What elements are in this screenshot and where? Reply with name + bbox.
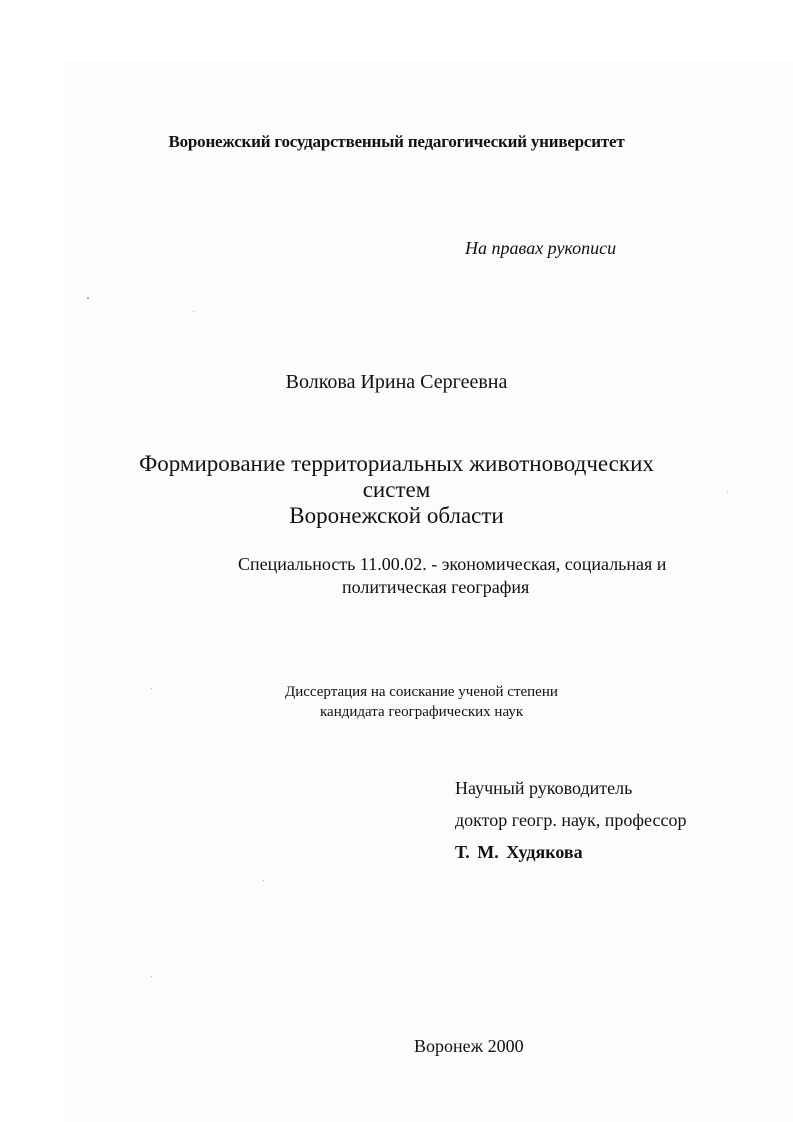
specialty-line-1: Специальность 11.00.02. - экономическая, социальная и: [238, 554, 667, 574]
place-and-year: Воронеж 2000: [414, 1036, 524, 1056]
scan-speck: [87, 297, 89, 299]
scan-speck: [151, 688, 152, 689]
specialty-line-2: политическая география: [342, 577, 530, 597]
manuscript-note: На правах рукописи: [465, 238, 617, 258]
dissertation-title-line-1: Формирование территориальных животноводческих: [139, 451, 654, 476]
degree-statement-line-2: кандидата географических наук: [320, 704, 524, 720]
advisor-role: Научный руководитель: [455, 778, 633, 798]
scan-speck: [263, 880, 264, 881]
university-name: Воронежский государственный педагогический университет: [168, 132, 625, 151]
author-name: Волкова Ирина Сергеевна: [285, 371, 508, 393]
scan-speck: [151, 976, 152, 977]
degree-statement-line-1: Диссертация на соискание ученой степени: [285, 684, 558, 700]
advisor-degree: доктор геогр. наук, профессор: [455, 810, 687, 830]
dissertation-title-line-3: Воронежской области: [289, 503, 504, 528]
scan-speck: [193, 311, 194, 312]
dissertation-title-line-2: систем: [362, 477, 431, 502]
advisor-name: Т. М. Худякова: [455, 842, 583, 862]
scan-speck: [727, 492, 728, 493]
